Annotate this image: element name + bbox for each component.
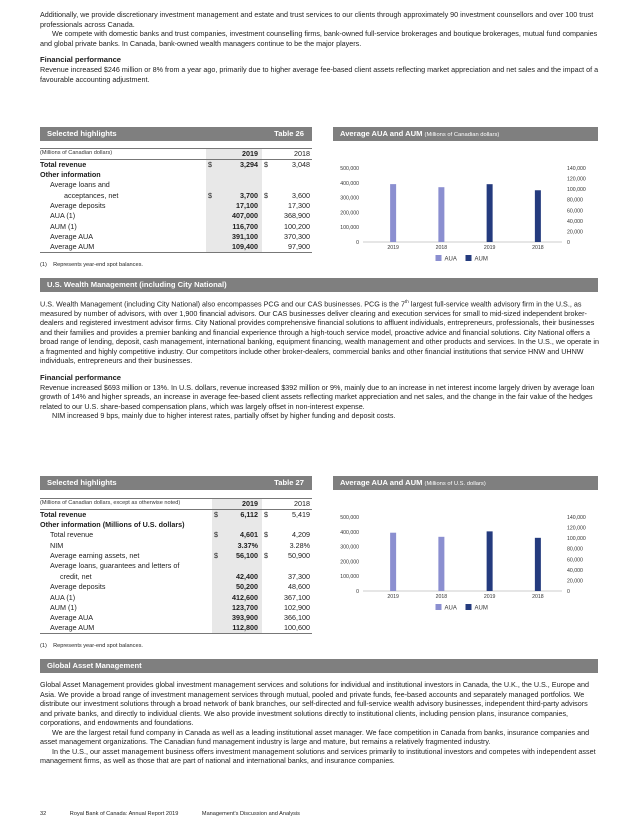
bar-aua — [438, 187, 444, 242]
bar-aua — [390, 184, 396, 242]
currency-2019 — [206, 221, 218, 231]
currency-2018: $ — [264, 551, 268, 560]
right-tick-label: 100,000 — [567, 536, 586, 543]
value-2018: 100,200 — [284, 221, 310, 231]
bar-aum — [487, 531, 493, 591]
page-footer — [40, 811, 322, 818]
right-tick-label: 80,000 — [567, 546, 583, 553]
table-row — [40, 169, 312, 179]
table-row — [40, 623, 312, 633]
table-row — [40, 551, 312, 561]
currency-2019: $ — [206, 159, 218, 169]
table27-footnote-num: (1) — [40, 643, 47, 649]
left-tick-label: 400,000 — [340, 529, 359, 536]
row-label: Average earning assets, net — [50, 551, 140, 560]
legend-label-aum: AUM — [474, 605, 488, 612]
chart2-unit: (Millions of U.S. dollars) — [424, 481, 486, 487]
table26-footnote — [40, 262, 143, 269]
currency-2018 — [262, 169, 274, 179]
currency-2019: $ — [206, 190, 218, 200]
currency-2019: $ — [212, 509, 224, 519]
table-row — [40, 221, 312, 231]
value-2019: 3.37% — [224, 540, 262, 550]
intro-paragraph-2: We compete with domestic banks and trust companies, investment counselling firms, bank-owned full-service brokerages and boutique brokerages, mutual fund companies and global private banks. In Canada, bank-owned wealth managers continue to be the major players. — [40, 29, 598, 48]
value-2019: 3,700 — [218, 190, 262, 200]
table26 — [40, 148, 312, 253]
gam-paragraph-3: In the U.S., our asset management business offers investment management solutions and services primarily to institutional investors and competes with independent asset management firms, as well as those that are part of national and international banks, and insurance companies. — [40, 746, 596, 765]
currency-2018 — [262, 623, 274, 633]
table-row — [40, 159, 312, 169]
row-label: Other information — [40, 169, 101, 179]
row-label: credit, net — [60, 571, 92, 581]
row-label: Total revenue — [50, 530, 94, 540]
chart1-unit: (Millions of Canadian dollars) — [424, 132, 500, 138]
usw-fp-text: Revenue increased $693 million or 13%. In U.S. dollars, revenue increased $392 million or 9%, mainly due to an increase in net interest income largely driven by average loan growth of 14% and higher spreads, an increase in average fee-based client assets reflecting market appreciation and net sales, and the change in the fair value of the hedges related to our U.S. share-based compensation plans, which was largely offset in non-interest expense. — [40, 382, 595, 411]
right-tick-label: 60,000 — [567, 557, 583, 564]
value-2018: 366,100 — [284, 613, 310, 623]
chart2-title: Average AUA and AUM — [340, 478, 423, 487]
value-2019: 116,700 — [218, 221, 262, 231]
table-row — [40, 190, 312, 200]
row-label: Average loans and — [50, 180, 110, 190]
usw-p1-sup: th — [405, 299, 409, 304]
value-2018: 5,419 — [274, 509, 312, 519]
value-2018: 3,600 — [292, 190, 310, 200]
row-label: AUA (1) — [50, 592, 76, 602]
chart2 — [333, 509, 598, 619]
section-name: Management's Discussion and Analysis — [201, 811, 300, 817]
value-2018: 368,900 — [284, 211, 310, 221]
usw-banner: U.S. Wealth Management (including City National) — [40, 278, 598, 292]
legend-label-aum: AUM — [474, 256, 488, 263]
row-label: AUM (1) — [50, 602, 77, 612]
legend-swatch-aum — [466, 255, 472, 261]
currency-2019 — [206, 169, 218, 179]
left-tick-label: 500,000 — [340, 515, 359, 521]
x-tick-label: 2018 — [532, 594, 544, 600]
gam-paragraph-1: Global Asset Management provides global investment management services and solutions for individual and institutional investors in Canada, the U.K., the U.S., Europe and Asia. We provide a broad range of investment management services through mutual, pooled and private funds, fee-based accounts and separately managed portfolios. We distribute our investment solutions through a broad network of bank branches, our self-directed and full-service wealth advisory businesses, independent third-party advisors and private banks, and directly to individual clients. We also provide investment solutions directly to institutional clients, including pension plans, insurance companies, corporations, and endowments and foundations. — [40, 680, 589, 727]
table27-footnote-text: Represents year-end spot balances. — [53, 643, 143, 649]
financial-performance-text: Revenue increased $246 million or 8% from a year ago, primarily due to higher average fee-based client assets reflecting market appreciation and net sales and the impact of a favourable accounting adjustment. — [40, 65, 599, 84]
value-2018 — [274, 180, 312, 190]
value-2019: 17,100 — [218, 201, 262, 211]
chart2-banner — [333, 476, 598, 490]
value-2018: 4,209 — [292, 530, 310, 540]
value-2018 — [274, 169, 312, 179]
right-tick-label: 0 — [567, 240, 570, 246]
financial-performance-heading: Financial performance — [40, 55, 122, 64]
currency-2018 — [262, 211, 274, 221]
table26-banner — [40, 127, 312, 141]
currency-2018 — [262, 180, 274, 190]
currency-2019 — [212, 561, 224, 571]
x-tick-label: 2019 — [387, 594, 399, 600]
table27-footnote — [40, 643, 143, 650]
table27-title: Selected highlights — [47, 478, 117, 487]
left-tick-label: 300,000 — [340, 544, 359, 551]
table-row — [40, 530, 312, 540]
currency-2019 — [206, 232, 218, 242]
value-2019 — [224, 561, 262, 571]
bar-aum — [535, 538, 541, 591]
value-2018: 3,048 — [274, 159, 312, 169]
table27 — [40, 498, 312, 634]
x-tick-label: 2018 — [435, 594, 448, 600]
table-row — [40, 201, 312, 211]
currency-2018 — [262, 232, 274, 242]
bar-aum — [535, 190, 541, 242]
left-tick-label: 400,000 — [340, 180, 359, 187]
legend-label-aua: AUA — [444, 256, 457, 263]
currency-2018 — [262, 613, 274, 623]
value-2019: 412,600 — [224, 592, 262, 602]
left-tick-label: 0 — [356, 589, 359, 595]
right-tick-label: 20,000 — [567, 578, 583, 585]
currency-2018: $ — [264, 530, 268, 540]
currency-2019 — [212, 582, 224, 592]
right-tick-label: 100,000 — [567, 187, 586, 194]
currency-2019 — [212, 603, 224, 613]
row-label: Average deposits — [50, 582, 106, 592]
table-row — [40, 180, 312, 190]
currency-2019 — [206, 211, 218, 221]
right-tick-label: 120,000 — [567, 525, 586, 532]
left-tick-label: 0 — [356, 240, 359, 246]
value-2018: 17,300 — [288, 201, 310, 210]
currency-2018 — [262, 201, 274, 211]
value-2019: 4,601 — [224, 530, 262, 540]
row-label: Total revenue — [40, 509, 212, 519]
table-row — [40, 509, 312, 519]
right-tick-label: 140,000 — [567, 166, 586, 172]
value-2018 — [274, 519, 312, 529]
table-row — [40, 242, 312, 252]
bar-aua — [438, 537, 444, 591]
value-2018: 102,900 — [284, 602, 310, 612]
value-2019: 6,112 — [224, 509, 262, 519]
right-tick-label: 20,000 — [567, 229, 583, 236]
intro-section — [40, 10, 600, 84]
table26-col-2018: 2018 — [274, 149, 312, 160]
currency-2018 — [262, 603, 274, 613]
table-row — [40, 613, 312, 623]
value-2019 — [224, 519, 262, 529]
value-2018: 367,100 — [284, 592, 310, 602]
currency-2018 — [262, 221, 274, 231]
table-row — [40, 603, 312, 613]
legend-label-aua: AUA — [444, 605, 457, 612]
table-row — [40, 582, 312, 592]
right-tick-label: 80,000 — [567, 197, 583, 204]
table-row — [40, 561, 312, 571]
gam-paragraph-2: We are the largest retail fund company in Canada as well as a leading institutional asset manager. We face competition in Canada from banks, insurance companies and asset management organizations. The Canadian fund management industry is large and mature, but remains a relatively fragmented industry. — [40, 727, 590, 746]
left-tick-label: 200,000 — [340, 559, 359, 566]
currency-2019 — [206, 180, 218, 190]
table26-unit-note: (Millions of Canadian dollars) — [40, 149, 206, 160]
table26-number: Table 26 — [274, 129, 304, 138]
report-name: Royal Bank of Canada: Annual Report 2019 — [69, 811, 179, 817]
currency-2018 — [262, 519, 274, 529]
value-2018: 3.28% — [289, 540, 310, 550]
row-label: Total revenue — [40, 159, 206, 169]
currency-2019 — [212, 592, 224, 602]
row-label: acceptances, net — [64, 190, 119, 200]
right-tick-label: 140,000 — [567, 515, 586, 521]
legend-swatch-aum — [466, 604, 472, 610]
table27-col-2019: 2019 — [224, 499, 262, 510]
value-2018: 48,600 — [288, 582, 310, 592]
value-2019 — [218, 180, 262, 190]
row-label: AUM (1) — [50, 221, 77, 231]
chart1 — [333, 160, 598, 270]
left-tick-label: 200,000 — [340, 210, 359, 217]
value-2019: 50,200 — [224, 582, 262, 592]
table-row — [40, 571, 312, 581]
table27-unit-note: (Millions of Canadian dollars, except as otherwise noted) — [40, 499, 212, 510]
bar-aua — [390, 533, 396, 591]
value-2018: 50,900 — [288, 551, 310, 560]
currency-2018 — [262, 582, 274, 592]
row-label: Average AUA — [50, 232, 94, 242]
value-2018 — [274, 561, 312, 571]
table26-footnote-num: (1) — [40, 262, 47, 268]
right-tick-label: 40,000 — [567, 218, 583, 225]
chart1-banner — [333, 127, 598, 141]
value-2019: 123,700 — [224, 603, 262, 613]
currency-2019 — [212, 540, 224, 550]
left-tick-label: 300,000 — [340, 195, 359, 202]
usw-p1-part1: U.S. Wealth Management (including City National) also encompasses PCG and our CAS businesses. PCG is the 7 — [40, 299, 406, 309]
currency-2019 — [212, 571, 224, 581]
table26-col-2019: 2019 — [218, 149, 262, 160]
value-2018: 37,300 — [288, 571, 310, 581]
left-tick-label: 500,000 — [340, 166, 359, 172]
right-tick-label: 120,000 — [567, 176, 586, 183]
value-2019: 56,100 — [224, 551, 262, 561]
x-tick-label: 2019 — [387, 245, 399, 251]
row-label: Average loans, guarantees and letters of — [50, 561, 180, 571]
left-tick-label: 100,000 — [340, 574, 359, 581]
table27-banner — [40, 476, 312, 490]
currency-2019 — [212, 613, 224, 623]
x-tick-label: 2018 — [532, 245, 544, 251]
currency-2019 — [206, 242, 218, 252]
x-tick-label: 2018 — [435, 245, 448, 251]
legend-swatch-aua — [436, 255, 442, 261]
bar-aum — [487, 184, 493, 242]
page-number: 32 — [40, 811, 47, 817]
currency-2018: $ — [262, 509, 274, 519]
value-2019: 391,100 — [218, 232, 262, 242]
right-tick-label: 40,000 — [567, 567, 583, 574]
right-tick-label: 60,000 — [567, 208, 583, 215]
table27-col-2018: 2018 — [274, 499, 312, 510]
table27-number: Table 27 — [274, 478, 304, 487]
table-row — [40, 592, 312, 602]
value-2019: 109,400 — [218, 242, 262, 252]
row-label: Average deposits — [50, 201, 106, 210]
table26-footnote-text: Represents year-end spot balances. — [53, 262, 143, 268]
left-tick-label: 100,000 — [340, 225, 359, 232]
currency-2018 — [262, 571, 274, 581]
currency-2019 — [212, 519, 224, 529]
x-tick-label: 2019 — [483, 594, 496, 600]
currency-2018 — [262, 561, 274, 571]
legend-swatch-aua — [436, 604, 442, 610]
currency-2018 — [262, 242, 274, 252]
currency-2018 — [262, 540, 274, 550]
currency-2018: $ — [262, 159, 274, 169]
value-2019: 112,800 — [224, 623, 262, 633]
usw-paragraph-1 — [40, 299, 600, 366]
x-tick-label: 2019 — [483, 245, 496, 251]
row-label: Average AUA — [50, 613, 94, 623]
value-2018: 100,600 — [274, 623, 312, 633]
value-2019: 3,294 — [218, 159, 262, 169]
row-label: Average AUM — [40, 242, 206, 252]
usw-p1-part2: largest full-service wealth advisory firm in the U.S., as measured by number of advisors, with over 1,900 financial advisors. Our CAS businesses deliver clearing and execution services for small to mid-sized independent broker-dealers and registered investment advisor firms. City National provides comprehensive financial solutions to affluent individuals, entrepreneurs, professionals, their businesses and their families and provides a premier banking and financial experience through a high-touch service model, proactive advice and financial solutions. City National offers a broad range of lending, deposit, cash management, international banking, equipment financing, wealth management and other products and services. In the U.S., we operate in a fragmented and highly competitive industry. Our competitors include other broker-dealers, commercial banks and other financial institutions that service HNW and UHNW individuals, entrepreneurs and their businesses. — [40, 299, 599, 366]
currency-2018 — [262, 592, 274, 602]
row-label: Other information (Millions of U.S. dollars) — [40, 519, 185, 529]
table-row — [40, 232, 312, 242]
intro-paragraph-1: Additionally, we provide discretionary investment management and estate and trust services to our clients through approximately 90 investment counsellors and over 100 trust professionals across Canada. — [40, 10, 594, 29]
usw-section — [40, 299, 600, 421]
value-2019: 407,000 — [218, 211, 262, 221]
table-row — [40, 519, 312, 529]
currency-2019: $ — [212, 551, 224, 561]
value-2019 — [218, 169, 262, 179]
currency-2018: $ — [264, 190, 268, 200]
row-label: AUA (1) — [50, 211, 76, 221]
chart1-title: Average AUA and AUM — [340, 129, 423, 138]
table-row — [40, 211, 312, 221]
gam-section — [40, 680, 600, 766]
table-row — [40, 540, 312, 550]
value-2019: 42,400 — [224, 571, 262, 581]
right-tick-label: 0 — [567, 589, 570, 595]
row-label: Average AUM — [40, 623, 212, 633]
usw-fp-heading: Financial performance — [40, 372, 122, 382]
value-2019: 393,900 — [224, 613, 262, 623]
row-label: NIM — [50, 540, 64, 550]
gam-banner: Global Asset Management — [40, 659, 598, 673]
table26-title: Selected highlights — [47, 129, 117, 138]
currency-2019: $ — [212, 530, 224, 540]
value-2018: 370,300 — [284, 232, 310, 242]
usw-nim-text: NIM increased 9 bps, mainly due to higher interest rates, partially offset by higher funding and deposit costs. — [52, 411, 396, 421]
value-2018: 97,900 — [274, 242, 312, 252]
currency-2019 — [212, 623, 224, 633]
currency-2019 — [206, 201, 218, 211]
